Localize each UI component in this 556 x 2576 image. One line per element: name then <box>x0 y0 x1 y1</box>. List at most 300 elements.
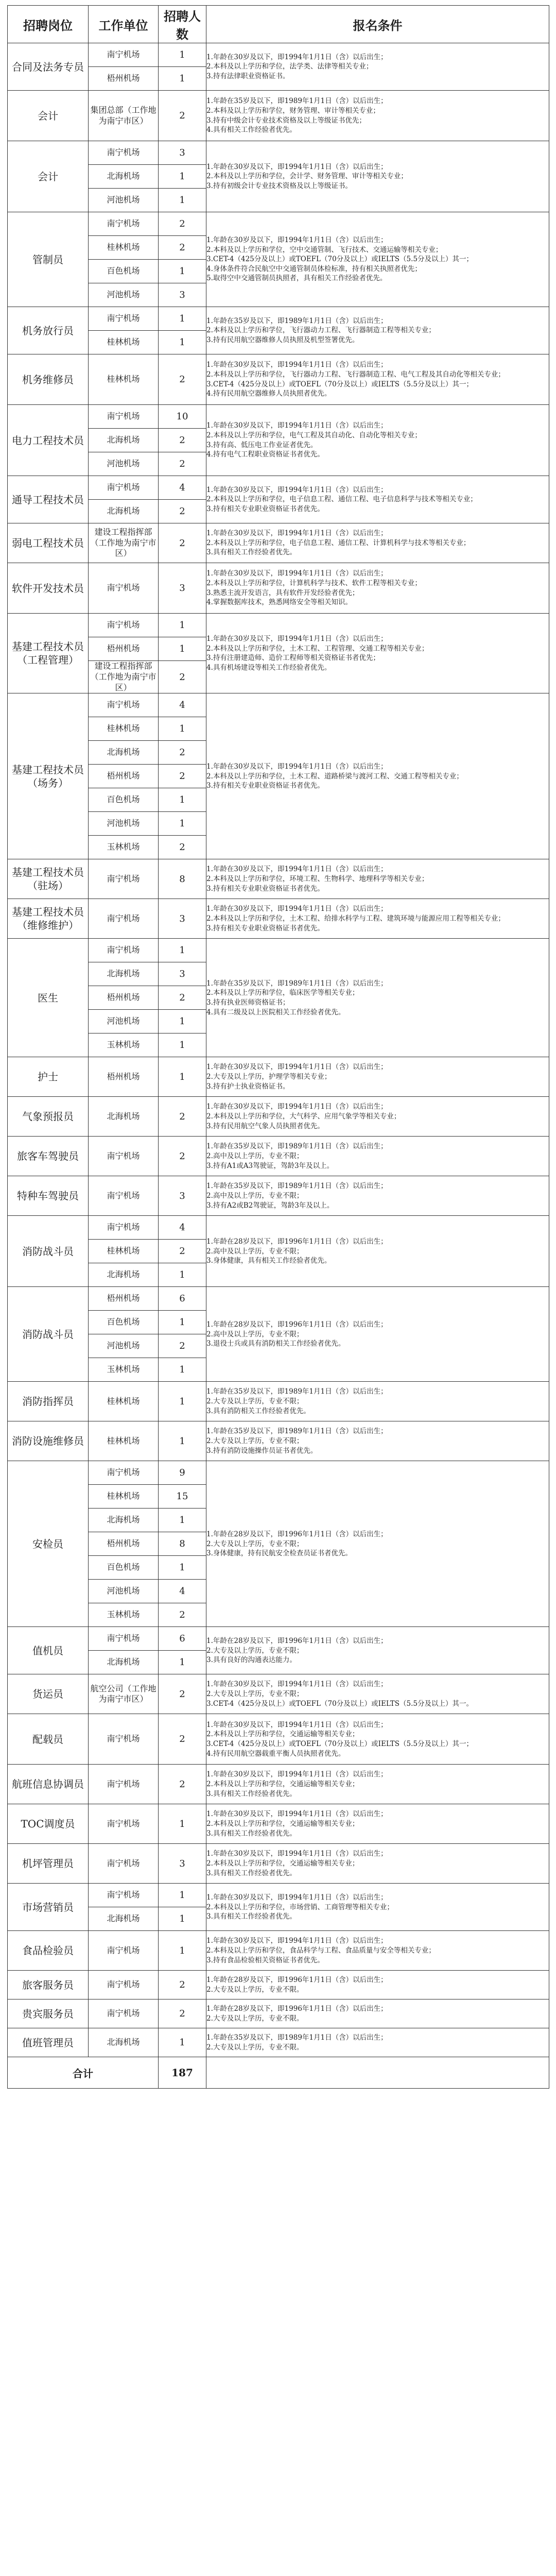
unit-cell: 航空公司（工作地为南宁市区） <box>89 1674 159 1714</box>
unit-cell: 百色机场 <box>89 260 159 283</box>
table-row <box>8 405 549 429</box>
unit-cell: 建设工程指挥部（工作地为南宁市区） <box>89 523 159 563</box>
count-cell: 2 <box>159 1603 206 1627</box>
count-cell: 1 <box>159 2028 206 2057</box>
position-cell: 配载员 <box>8 1714 89 1765</box>
position-cell: 通导工程技术员 <box>8 476 89 523</box>
requirement-line: 3.持有相关专业职业资格证书者优先。 <box>206 884 324 893</box>
table-row <box>8 2028 549 2057</box>
table-row <box>8 859 549 899</box>
table-row <box>8 1097 549 1137</box>
position-cell: 旅客车驾驶员 <box>8 1137 89 1176</box>
requirements-cell <box>206 43 549 91</box>
count-cell: 15 <box>159 1485 206 1509</box>
unit-cell: 南宁机场 <box>89 405 159 429</box>
position-cell: 气象预报员 <box>8 1097 89 1137</box>
requirement-line: 1.年龄在35岁及以下，即1989年1月1日（含）以后出生； <box>206 979 388 988</box>
requirement-line: 1.年龄在30岁及以下，即1994年1月1日（含）以后出生； <box>206 1850 388 1858</box>
requirement-line: 3.持有相关专业职业资格证书者优先。 <box>206 504 324 513</box>
count-cell: 2 <box>159 212 206 236</box>
requirement-line: 1.年龄在28岁及以下，即1996年1月1日（含）以后出生； <box>206 1320 388 1329</box>
unit-cell: 南宁机场 <box>89 476 159 500</box>
count-cell: 2 <box>159 1765 206 1804</box>
requirement-line: 2.高中及以上学历，专业不限； <box>206 1192 304 1200</box>
unit-cell: 南宁机场 <box>89 1765 159 1804</box>
unit-cell: 玉林机场 <box>89 1358 159 1382</box>
requirement-line: 1.年龄在30岁及以下，即1994年1月1日（含）以后出生； <box>206 634 388 643</box>
unit-cell: 南宁机场 <box>89 212 159 236</box>
unit-cell: 梧州机场 <box>89 1532 159 1556</box>
requirement-line: 1.年龄在30岁及以下，即1994年1月1日（含）以后出生； <box>206 485 388 494</box>
position-cell: 值班管理员 <box>8 2028 89 2057</box>
unit-cell: 桂林机场 <box>89 1421 159 1461</box>
requirement-line: 2.大专及以上学历，专业不限； <box>206 1690 304 1699</box>
requirement-line: 1.年龄在30岁及以下，即1994年1月1日（含）以后出生； <box>206 1063 388 1072</box>
requirement-line: 1.年龄在30岁及以下，即1994年1月1日（含）以后出生； <box>206 1810 388 1819</box>
unit-cell: 北海机场 <box>89 962 159 986</box>
count-cell: 2 <box>159 429 206 452</box>
requirement-line: 1.年龄在30岁及以下，即1994年1月1日（含）以后出生； <box>206 1103 388 1111</box>
unit-cell: 北海机场 <box>89 500 159 523</box>
requirement-line: 3.具有相关工作经验者优先。 <box>206 1912 297 1921</box>
count-cell: 2 <box>159 661 206 693</box>
requirement-line: 1.年龄在35岁及以下，即1989年1月1日（含）以后出生； <box>206 1387 388 1396</box>
count-cell: 1 <box>159 1033 206 1057</box>
unit-cell: 南宁机场 <box>89 614 159 637</box>
requirement-line: 3.持有执业医师资格证书； <box>206 998 290 1007</box>
unit-cell: 北海机场 <box>89 741 159 765</box>
table-row <box>8 476 549 500</box>
count-cell: 1 <box>159 1651 206 1674</box>
count-cell: 6 <box>159 1627 206 1651</box>
count-cell: 2 <box>159 523 206 563</box>
requirement-line: 1.年龄在35岁及以下，即1989年1月1日（含）以后出生； <box>206 1142 388 1151</box>
requirement-line: 3.CET-4（425分及以上）或TOEFL（70分及以上）或IELTS（5.5分及以上）其一。 <box>206 1699 473 1708</box>
requirement-line: 3.身体健康，持有民航安全检查员证书者优先。 <box>206 1549 352 1558</box>
unit-cell: 南宁机场 <box>89 1176 159 1216</box>
unit-cell: 南宁机场 <box>89 1971 159 1999</box>
unit-cell: 南宁机场 <box>89 1999 159 2028</box>
requirement-line: 1.年龄在35岁及以下，即1989年1月1日（含）以后出生； <box>206 1182 388 1191</box>
position-cell: 食品检验员 <box>8 1931 89 1971</box>
requirement-line: 2.本科及以上学历和学位，会计学、财务管理、审计等相关专业； <box>206 172 408 181</box>
count-cell: 2 <box>159 1971 206 1999</box>
table-row <box>8 1461 549 1485</box>
unit-cell: 玉林机场 <box>89 836 159 859</box>
unit-cell: 百色机场 <box>89 1556 159 1580</box>
requirement-line: 3.持有相关专业职业资格证书者优先。 <box>206 782 324 790</box>
requirements-cell <box>206 1714 549 1765</box>
unit-cell: 南宁机场 <box>89 1884 159 1907</box>
total-label: 合计 <box>8 2057 159 2089</box>
requirement-line: 1.年龄在30岁及以下，即1994年1月1日（含）以后出生； <box>206 569 388 578</box>
unit-cell: 梧州机场 <box>89 1057 159 1097</box>
requirements-cell <box>206 859 549 899</box>
unit-cell: 河池机场 <box>89 812 159 836</box>
position-cell: 基建工程技术员（场务） <box>8 693 89 859</box>
count-cell: 8 <box>159 1532 206 1556</box>
requirement-line: 3.CET-4（425分及以上）或TOEFL（70分及以上）或IELTS（5.5分及以上）其一； <box>206 1739 473 1748</box>
requirement-line: 2.本科及以上学历和学位，大气科学、应用气象学等相关专业； <box>206 1112 401 1121</box>
requirements-cell <box>206 1216 549 1287</box>
table-row <box>8 1176 549 1216</box>
count-cell: 1 <box>159 260 206 283</box>
position-cell: 电力工程技术员 <box>8 405 89 476</box>
requirement-line: 4.持有电气工程职业资格证书者优先。 <box>206 450 324 459</box>
table-row <box>8 1714 549 1765</box>
requirement-line: 4.具有相关工作经验者优先。 <box>206 126 297 134</box>
requirements-cell <box>206 563 549 614</box>
unit-cell: 南宁机场 <box>89 1844 159 1884</box>
table-row <box>8 1999 549 2028</box>
requirement-line: 3.具有良好的沟通表达能力。 <box>206 1656 297 1665</box>
requirement-line: 2.大专及以上学历，专业不限； <box>206 1646 304 1655</box>
position-cell: 基建工程技术员（维修维护） <box>8 899 89 939</box>
count-cell: 1 <box>159 788 206 812</box>
requirement-line: 2.大专及以上学历，专业不限； <box>206 1539 304 1548</box>
table-row <box>8 1804 549 1844</box>
count-cell: 6 <box>159 1287 206 1311</box>
requirement-line: 2.大专及以上学历，专业不限。 <box>206 2043 304 2052</box>
requirement-line: 2.大专及以上学历，专业不限。 <box>206 2014 304 2023</box>
requirement-line: 4.掌握数据库技术，熟悉网络安全等相关知识。 <box>206 598 352 607</box>
requirement-line: 1.年龄在35岁及以下，即1989年1月1日（含）以后出生； <box>206 1427 388 1436</box>
count-cell: 3 <box>159 1176 206 1216</box>
position-cell: 市场营销员 <box>8 1884 89 1931</box>
requirement-line: 3.CET-4（425分及以上）或TOEFL（70分及以上）或IELTS（5.5分及以上）其一； <box>206 255 473 264</box>
requirement-line: 2.高中及以上学历，专业不限； <box>206 1152 304 1161</box>
requirements-cell <box>206 1931 549 1971</box>
count-cell: 2 <box>159 500 206 523</box>
count-cell: 1 <box>159 1509 206 1532</box>
requirement-line: 3.身体健康，具有相关工作经验者优先。 <box>206 1257 332 1265</box>
position-cell: 合同及法务专员 <box>8 43 89 91</box>
count-cell: 1 <box>159 717 206 741</box>
unit-cell: 桂林机场 <box>89 1240 159 1263</box>
table-row <box>8 1627 549 1651</box>
count-cell: 1 <box>159 307 206 331</box>
count-cell: 1 <box>159 614 206 637</box>
count-cell: 1 <box>159 1263 206 1287</box>
count-cell: 1 <box>159 1907 206 1931</box>
requirements-cell <box>206 1287 549 1382</box>
requirement-line: 1.年龄在30岁及以下，即1994年1月1日（含）以后出生； <box>206 1893 388 1902</box>
position-cell: 安检员 <box>8 1461 89 1627</box>
unit-cell: 玉林机场 <box>89 1033 159 1057</box>
table-row <box>8 1844 549 1884</box>
requirement-line: 3.熟悉主流开发语言，具有软件开发经验者优先； <box>206 588 359 597</box>
requirements-cell <box>206 939 549 1057</box>
count-cell: 9 <box>159 1461 206 1485</box>
count-cell: 2 <box>159 354 206 405</box>
unit-cell: 建设工程指挥部（工作地为南宁市区） <box>89 661 159 693</box>
position-cell: 旅客服务员 <box>8 1971 89 1999</box>
count-cell: 4 <box>159 476 206 500</box>
requirement-line: 3.持有护士执业资格证书。 <box>206 1082 290 1091</box>
requirement-line: 5.取得空中交通管制员执照者，具有相关工作经验者优先。 <box>206 274 387 283</box>
requirements-cell <box>206 2028 549 2057</box>
requirement-line: 1.年龄在30岁及以下，即1994年1月1日（含）以后出生； <box>206 1770 388 1779</box>
unit-cell: 南宁机场 <box>89 1216 159 1240</box>
unit-cell: 桂林机场 <box>89 354 159 405</box>
unit-cell: 南宁机场 <box>89 1137 159 1176</box>
requirements-cell <box>206 1674 549 1714</box>
requirements-cell <box>206 1421 549 1461</box>
position-cell: 贵宾服务员 <box>8 1999 89 2028</box>
requirements-cell <box>206 476 549 523</box>
recruitment-table <box>7 5 549 2089</box>
unit-cell: 河池机场 <box>89 1580 159 1603</box>
count-cell: 10 <box>159 405 206 429</box>
requirement-line: 2.大专及以上学历，护理学等相关专业； <box>206 1073 332 1081</box>
requirement-line: 2.高中及以上学历，专业不限； <box>206 1330 304 1338</box>
table-row <box>8 1971 549 1999</box>
header-count: 招聘人数 <box>159 6 206 43</box>
requirement-line: 3.具有相关工作经验者优先。 <box>206 1829 297 1838</box>
unit-cell: 河池机场 <box>89 452 159 476</box>
requirement-line: 1.年龄在35岁及以下，即1989年1月1日（含）以后出生； <box>206 97 388 106</box>
requirement-line: 2.本科及以上学历和学位，空中交通管制、飞行技术、交通运输等相关专业； <box>206 245 443 254</box>
unit-cell: 北海机场 <box>89 1509 159 1532</box>
position-cell: 特种车驾驶员 <box>8 1176 89 1216</box>
count-cell: 4 <box>159 1580 206 1603</box>
requirement-line: 4.持有民用航空器维修人员执照者优先。 <box>206 389 332 398</box>
unit-cell: 北海机场 <box>89 165 159 189</box>
table-row <box>8 1216 549 1240</box>
count-cell: 1 <box>159 1358 206 1382</box>
unit-cell: 南宁机场 <box>89 141 159 165</box>
requirements-cell <box>206 354 549 405</box>
unit-cell: 桂林机场 <box>89 331 159 354</box>
unit-cell: 北海机场 <box>89 1263 159 1287</box>
requirement-line: 3.持有法律职业资格证书。 <box>206 72 290 80</box>
count-cell: 4 <box>159 1216 206 1240</box>
unit-cell: 北海机场 <box>89 429 159 452</box>
requirements-cell <box>206 91 549 141</box>
count-cell: 2 <box>159 452 206 476</box>
requirement-line: 1.年龄在30岁及以下，即1994年1月1日（含）以后出生； <box>206 1720 388 1729</box>
unit-cell: 南宁机场 <box>89 939 159 962</box>
requirement-line: 4.具有机场建设等相关工作经验者优先。 <box>206 663 332 672</box>
count-cell: 1 <box>159 67 206 91</box>
table-row <box>8 1057 549 1097</box>
table-row <box>8 1421 549 1461</box>
count-cell: 1 <box>159 1421 206 1461</box>
requirement-line: 2.本科及以上学历和学位，财务管理、审计等相关专业； <box>206 106 380 115</box>
position-cell: 软件开发技术员 <box>8 563 89 614</box>
requirement-line: 2.本科及以上学历和学位，电气工程及其自动化、自动化等相关专业； <box>206 431 422 439</box>
position-cell: 医生 <box>8 939 89 1057</box>
position-cell: 基建工程技术员（驻场） <box>8 859 89 899</box>
count-cell: 3 <box>159 1844 206 1884</box>
table-row <box>8 1287 549 1311</box>
unit-cell: 南宁机场 <box>89 563 159 614</box>
position-cell: 消防战斗员 <box>8 1287 89 1382</box>
table-row <box>8 43 549 67</box>
requirement-line: 2.本科及以上学历和学位，交通运输等相关专业； <box>206 1859 359 1868</box>
unit-cell: 南宁机场 <box>89 43 159 67</box>
requirement-line: 2.本科及以上学历和学位，飞行器动力工程、飞行器制造工程、电气工程及其自动化等相关专业； <box>206 370 505 379</box>
count-cell: 1 <box>159 1382 206 1421</box>
requirement-line: 1.年龄在30岁及以下，即1994年1月1日（含）以后出生； <box>206 1937 388 1945</box>
unit-cell: 南宁机场 <box>89 1461 159 1485</box>
count-cell: 1 <box>159 1556 206 1580</box>
position-cell: TOC调度员 <box>8 1804 89 1844</box>
requirement-line: 1.年龄在30岁及以下，即1994年1月1日（含）以后出生； <box>206 1680 388 1689</box>
requirement-line: 2.本科及以上学历和学位，土木工程、道路桥梁与渡河工程、交通工程等相关专业； <box>206 772 463 781</box>
requirements-cell <box>206 1461 549 1627</box>
unit-cell: 百色机场 <box>89 1311 159 1334</box>
requirement-line: 2.本科及以上学历和学位，土木工程、工程管理、交通工程等相关专业； <box>206 644 429 653</box>
requirement-line: 3.具有消防相关工作经验者优先。 <box>206 1406 310 1415</box>
position-cell: 管制员 <box>8 212 89 307</box>
requirement-line: 2.大专及以上学历，专业不限。 <box>206 1985 304 1994</box>
requirement-line: 2.本科及以上学历和学位，电子信息工程、通信工程、计算机科学与技术等相关专业； <box>206 538 471 547</box>
header-row <box>8 6 549 43</box>
requirement-line: 3.持有高、低压电工作业证者优先。 <box>206 440 318 449</box>
requirements-cell <box>206 1765 549 1804</box>
requirements-cell <box>206 1971 549 1999</box>
count-cell: 4 <box>159 693 206 717</box>
requirement-line: 1.年龄在30岁及以下，即1994年1月1日（含）以后出生； <box>206 529 388 538</box>
count-cell: 8 <box>159 859 206 899</box>
requirements-cell <box>206 1176 549 1216</box>
table-row <box>8 141 549 165</box>
position-cell: 航班信息协调员 <box>8 1765 89 1804</box>
requirements-cell <box>206 693 549 859</box>
table-row <box>8 1884 549 1907</box>
table-row <box>8 1674 549 1714</box>
requirement-line: 1.年龄在30岁及以下，即1994年1月1日（含）以后出生； <box>206 865 388 874</box>
requirement-line: 2.本科及以上学历和学位，交通运输等相关专业； <box>206 1730 359 1739</box>
requirement-line: 1.年龄在28岁及以下，即1996年1月1日（含）以后出生； <box>206 1636 388 1645</box>
count-cell: 3 <box>159 563 206 614</box>
count-cell: 2 <box>159 1097 206 1137</box>
requirement-line: 2.本科及以上学历和学位，土木工程、给排水科学与工程、建筑环境与能源应用工程等相关专业； <box>206 914 505 923</box>
header-unit: 工作单位 <box>89 6 159 43</box>
requirement-line: 2.本科及以上学历和学位，电子信息工程、通信工程、电子信息科学与技术等相关专业； <box>206 495 477 504</box>
requirement-line: 3.持有初级会计专业技术资格及以上等级证书。 <box>206 181 352 190</box>
count-cell: 1 <box>159 331 206 354</box>
requirement-line: 1.年龄在28岁及以下，即1996年1月1日（含）以后出生； <box>206 1530 388 1538</box>
unit-cell: 梧州机场 <box>89 765 159 788</box>
requirement-line: 2.本科及以上学历和学位，交通运输等相关专业； <box>206 1780 359 1789</box>
count-cell: 2 <box>159 1674 206 1714</box>
count-cell: 1 <box>159 43 206 67</box>
unit-cell: 桂林机场 <box>89 1485 159 1509</box>
requirement-line: 2.本科及以上学历和学位，法学类、法律等相关专业； <box>206 62 373 71</box>
requirement-line: 1.年龄在30岁及以下，即1994年1月1日（含）以后出生； <box>206 162 388 171</box>
requirement-line: 3.持有A2或B2驾驶证，驾龄3年及以上。 <box>206 1201 334 1210</box>
table-row <box>8 523 549 563</box>
requirements-cell <box>206 1804 549 1844</box>
requirement-line: 3.持有民用航空气象人员执照者优先。 <box>206 1122 324 1130</box>
count-cell: 2 <box>159 1999 206 2028</box>
requirement-line: 1.年龄在30岁及以下，即1994年1月1日（含）以后出生； <box>206 421 388 430</box>
table-row <box>8 1137 549 1176</box>
requirement-line: 1.年龄在28岁及以下，即1996年1月1日（含）以后出生； <box>206 1237 388 1246</box>
count-cell: 3 <box>159 283 206 307</box>
count-cell: 1 <box>159 189 206 212</box>
unit-cell: 南宁机场 <box>89 899 159 939</box>
requirement-line: 2.本科及以上学历和学位，交通运输等相关专业； <box>206 1820 359 1828</box>
unit-cell: 北海机场 <box>89 1097 159 1137</box>
requirement-line: 1.年龄在28岁及以下，即1996年1月1日（含）以后出生； <box>206 1976 388 1985</box>
requirements-cell <box>206 1627 549 1674</box>
position-cell: 机务放行员 <box>8 307 89 354</box>
requirements-cell <box>206 212 549 307</box>
table-row <box>8 91 549 141</box>
count-cell: 2 <box>159 1334 206 1358</box>
requirement-line: 3.持有民用航空器维修人员执照及机型签署优先。 <box>206 335 359 344</box>
table-row <box>8 899 549 939</box>
position-cell: 值机员 <box>8 1627 89 1674</box>
unit-cell: 桂林机场 <box>89 717 159 741</box>
requirement-line: 3.CET-4（425分及以上）或TOEFL（70分及以上）或IELTS（5.5分及以上）其一； <box>206 380 473 388</box>
count-cell: 2 <box>159 91 206 141</box>
requirements-cell <box>206 1097 549 1137</box>
total-empty <box>206 2057 549 2089</box>
count-cell: 1 <box>159 1884 206 1907</box>
count-cell: 3 <box>159 141 206 165</box>
unit-cell: 桂林机场 <box>89 1382 159 1421</box>
unit-cell: 南宁机场 <box>89 1627 159 1651</box>
header-requirements: 报名条件 <box>206 6 549 43</box>
count-cell: 3 <box>159 962 206 986</box>
position-cell: 会计 <box>8 91 89 141</box>
requirement-line: 1.年龄在30岁及以下，即1994年1月1日（含）以后出生； <box>206 235 388 244</box>
requirements-cell <box>206 405 549 476</box>
unit-cell: 玉林机场 <box>89 1603 159 1627</box>
requirement-line: 1.年龄在35岁及以下，即1989年1月1日（含）以后出生； <box>206 316 388 325</box>
count-cell: 1 <box>159 1057 206 1097</box>
count-cell: 2 <box>159 1714 206 1765</box>
requirement-line: 3.持有相关专业职业资格证书者优先。 <box>206 924 324 933</box>
requirement-line: 1.年龄在30岁及以下，即1994年1月1日（含）以后出生； <box>206 762 388 771</box>
table-row <box>8 939 549 962</box>
requirement-line: 3.持有A1或A3驾驶证，驾龄3年及以上。 <box>206 1161 334 1170</box>
total-count: 187 <box>159 2057 206 2089</box>
unit-cell: 南宁机场 <box>89 859 159 899</box>
count-cell: 2 <box>159 765 206 788</box>
count-cell: 1 <box>159 1804 206 1844</box>
unit-cell: 南宁机场 <box>89 1931 159 1971</box>
requirement-line: 2.本科及以上学历和学位，食品科学与工程、食品质量与安全等相关专业； <box>206 1946 436 1955</box>
requirement-line: 4.身体条件符合民航空中交通管制员体检标准，持有相关执照者优先； <box>206 264 422 273</box>
unit-cell: 南宁机场 <box>89 1714 159 1765</box>
table-row <box>8 1382 549 1421</box>
requirement-line: 2.本科及以上学历和学位，计算机科学与技术、软件工程等相关专业； <box>206 579 422 587</box>
requirement-line: 2.高中及以上学历，专业不限； <box>206 1247 304 1256</box>
requirement-line: 2.大专及以上学历，专业不限； <box>206 1397 304 1406</box>
requirements-cell <box>206 899 549 939</box>
unit-cell: 集团总部（工作地为南宁市区） <box>89 91 159 141</box>
header-position: 招聘岗位 <box>8 6 89 43</box>
position-cell: 消防设施维修员 <box>8 1421 89 1461</box>
requirement-line: 1.年龄在28岁及以下，即1996年1月1日（含）以后出生； <box>206 2005 388 2013</box>
unit-cell: 南宁机场 <box>89 1804 159 1844</box>
requirement-line: 2.本科及以上学历和学位，环境工程、生物科学、地理科学等相关专业； <box>206 875 429 884</box>
table-row <box>8 307 549 331</box>
table-row <box>8 614 549 637</box>
position-cell: 机坪管理员 <box>8 1844 89 1884</box>
unit-cell: 桂林机场 <box>89 236 159 260</box>
requirement-line: 4.具有二级及以上医院相关工作经验者优先。 <box>206 1008 345 1016</box>
unit-cell: 北海机场 <box>89 1651 159 1674</box>
count-cell: 1 <box>159 637 206 661</box>
position-cell: 基建工程技术员（工程管理） <box>8 614 89 693</box>
requirements-cell <box>206 1382 549 1421</box>
